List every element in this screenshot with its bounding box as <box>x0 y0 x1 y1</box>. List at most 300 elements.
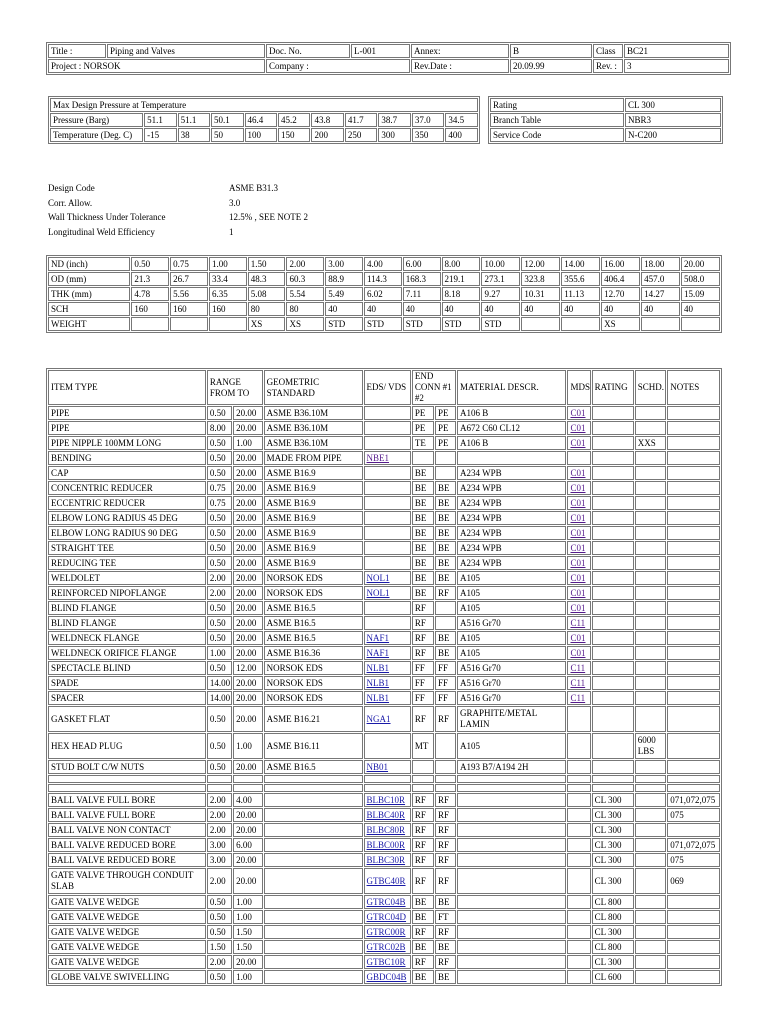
range-from: 0.50 <box>207 910 232 924</box>
schd <box>635 421 667 435</box>
mds <box>567 823 590 837</box>
eds-vds <box>364 526 411 540</box>
temperature-value: 300 <box>378 128 410 142</box>
pressure-value: 34.5 <box>445 113 478 127</box>
eds-vds <box>364 760 411 774</box>
mds <box>567 733 590 759</box>
end-conn-2: PE <box>435 406 456 420</box>
eds-link[interactable]: GBDC04B <box>366 972 407 982</box>
end-conn-1: BE <box>412 970 434 984</box>
sch-value: 40 <box>442 302 481 316</box>
material-descr: A234 WPB <box>457 511 566 525</box>
item-row <box>48 586 720 600</box>
mds <box>567 925 590 939</box>
end-conn-1: FF <box>412 661 434 675</box>
weight-value <box>521 317 560 331</box>
range-from: 0.50 <box>207 556 232 570</box>
item-type: GATE VALVE WEDGE <box>48 955 206 969</box>
item-type: HEX HEAD PLUG <box>48 733 206 759</box>
range-to: 20.00 <box>233 706 262 732</box>
pressure-title: Max Design Pressure at Temperature <box>50 98 478 112</box>
notes <box>667 436 720 450</box>
wall-thickness-value: 12.5% , SEE NOTE 2 <box>229 212 308 222</box>
rev-label: Rev. : <box>593 59 623 73</box>
item-row <box>48 541 720 555</box>
range-from: 14.00 <box>207 676 232 690</box>
mds <box>567 970 590 984</box>
item-row <box>48 466 720 480</box>
range-to: 20.00 <box>233 760 262 774</box>
end-conn-2: BE <box>435 970 456 984</box>
col-notes: NOTES <box>667 370 720 405</box>
eds-link[interactable]: GTRC04D <box>366 912 407 922</box>
thk-value: 5.49 <box>325 287 363 301</box>
mds-link[interactable]: C01 <box>570 483 586 493</box>
end-conn-1: RF <box>412 823 434 837</box>
thk-label: THK (mm) <box>48 287 130 301</box>
end-conn-1: RF <box>412 616 434 630</box>
rev-value: 3 <box>624 59 729 73</box>
material-descr <box>457 940 566 954</box>
end-conn-2: BE <box>435 511 456 525</box>
geometric-standard: NORSOK EDS <box>264 661 363 675</box>
schd <box>635 940 667 954</box>
range-to: 20.00 <box>233 451 262 465</box>
od-value: 48.3 <box>248 272 286 286</box>
item-row <box>48 601 720 615</box>
eds-link[interactable]: BLBC10R <box>366 795 406 805</box>
nd-value: 2.00 <box>286 257 324 271</box>
range-from: 0.50 <box>207 541 232 555</box>
od-value: 168.3 <box>403 272 441 286</box>
divider-cell <box>567 775 590 783</box>
item-row <box>48 616 720 630</box>
mds-link[interactable]: C01 <box>570 528 586 538</box>
notes <box>667 466 720 480</box>
schd <box>635 868 667 894</box>
mds <box>567 481 590 495</box>
temperature-value: 250 <box>345 128 377 142</box>
weight-value <box>641 317 680 331</box>
eds-link[interactable]: BLBC40R <box>366 810 406 820</box>
mds-link[interactable]: C01 <box>570 498 586 508</box>
material-descr: A105 <box>457 733 566 759</box>
notes <box>667 925 720 939</box>
geometric-standard: NORSOK EDS <box>264 676 363 690</box>
mds-link[interactable]: C01 <box>570 438 586 448</box>
temperature-value: 100 <box>245 128 277 142</box>
end-conn-2: RF <box>435 853 456 867</box>
sch-value: 40 <box>601 302 640 316</box>
mds <box>567 616 590 630</box>
schd <box>635 691 667 705</box>
item-type: PIPE <box>48 406 206 420</box>
notes <box>667 541 720 555</box>
weight-value <box>209 317 247 331</box>
sch-value: 40 <box>364 302 402 316</box>
notes <box>667 511 720 525</box>
geometric-standard: ASME B16.5 <box>264 631 363 645</box>
divider-cell <box>48 775 206 783</box>
eds-link[interactable]: NLB1 <box>366 693 390 703</box>
rating-value: CL 300 <box>625 98 721 112</box>
end-conn-1: BE <box>412 910 434 924</box>
item-type: SPECTACLE BLIND <box>48 661 206 675</box>
range-from: 0.50 <box>207 451 232 465</box>
range-from: 0.75 <box>207 481 232 495</box>
item-type: ELBOW LONG RADIUS 45 DEG <box>48 511 206 525</box>
valve-row <box>48 823 720 837</box>
eds-vds <box>364 586 411 600</box>
schd <box>635 406 667 420</box>
schd <box>635 526 667 540</box>
end-conn-2 <box>435 601 456 615</box>
end-conn-2: FF <box>435 661 456 675</box>
end-conn-1: RF <box>412 955 434 969</box>
schd <box>635 970 667 984</box>
end-conn-1: RF <box>412 925 434 939</box>
mds-link[interactable]: C01 <box>570 408 586 418</box>
eds-link[interactable]: GTRC00R <box>366 927 406 937</box>
service-label: Service Code <box>490 128 624 142</box>
branch-label: Branch Table <box>490 113 624 127</box>
eds-vds <box>364 838 411 852</box>
eds-vds <box>364 868 411 894</box>
range-to: 20.00 <box>233 526 262 540</box>
item-row <box>48 661 720 675</box>
nd-value: 1.00 <box>209 257 247 271</box>
notes <box>667 661 720 675</box>
notes <box>667 895 720 909</box>
range-to: 20.00 <box>233 868 262 894</box>
end-conn-2: PE <box>435 436 456 450</box>
eds-vds <box>364 706 411 732</box>
notes <box>667 451 720 465</box>
eds-link[interactable]: BLBC30R <box>366 855 406 865</box>
end-conn-1: RF <box>412 808 434 822</box>
mds <box>567 541 590 555</box>
mds-link[interactable]: C01 <box>570 633 586 643</box>
doc-value: L-001 <box>351 44 410 58</box>
eds-link[interactable]: GTRC02B <box>366 942 406 952</box>
eds-link[interactable]: GTBC40R <box>366 875 406 886</box>
mds-link[interactable]: C11 <box>570 678 586 688</box>
end-conn-1: RF <box>412 793 434 807</box>
end-conn-2: BE <box>435 496 456 510</box>
eds-vds <box>364 910 411 924</box>
item-row <box>48 676 720 690</box>
range-to: 20.00 <box>233 808 262 822</box>
end-conn-2: BE <box>435 940 456 954</box>
company-label: Company : <box>266 59 410 73</box>
geometric-standard: ASME B16.9 <box>264 496 363 510</box>
eds-link[interactable]: GTRC04B <box>366 897 406 907</box>
mds-link[interactable]: C01 <box>570 513 586 523</box>
eds-link[interactable]: NOL1 <box>366 573 390 583</box>
pressure-value: 50.1 <box>211 113 243 127</box>
geometric-standard: ASME B16.36 <box>264 646 363 660</box>
eds-link[interactable]: NLB1 <box>366 663 390 673</box>
range-from: 2.00 <box>207 955 232 969</box>
material-descr <box>457 868 566 894</box>
nd-value: 8.00 <box>442 257 481 271</box>
item-row <box>48 526 720 540</box>
thk-value: 14.27 <box>641 287 680 301</box>
od-value: 21.3 <box>131 272 169 286</box>
rating <box>592 691 634 705</box>
end-conn-2: RF <box>435 838 456 852</box>
range-to: 4.00 <box>233 793 262 807</box>
range-to: 1.00 <box>233 910 262 924</box>
material-descr: A516 Gr70 <box>457 676 566 690</box>
material-descr: A516 Gr70 <box>457 616 566 630</box>
material-descr <box>457 853 566 867</box>
end-conn-2: RF <box>435 955 456 969</box>
rating <box>592 511 634 525</box>
material-descr <box>457 955 566 969</box>
annex-value: B <box>510 44 592 58</box>
material-descr: A105 <box>457 631 566 645</box>
item-row <box>48 760 720 774</box>
mds-link[interactable]: C01 <box>570 423 586 433</box>
nd-value: 10.00 <box>481 257 520 271</box>
weight-value <box>131 317 169 331</box>
weld-efficiency-label: Longitudinal Weld Efficiency <box>48 226 155 237</box>
range-from: 1.50 <box>207 940 232 954</box>
range-from: 0.50 <box>207 970 232 984</box>
range-to: 20.00 <box>233 406 262 420</box>
geometric-standard: ASME B36.10M <box>264 421 363 435</box>
geometric-standard: ASME B16.9 <box>264 511 363 525</box>
end-conn-1: RF <box>412 646 434 660</box>
rating <box>592 451 634 465</box>
range-from: 0.50 <box>207 616 232 630</box>
range-from: 2.00 <box>207 586 232 600</box>
rating <box>592 436 634 450</box>
thk-value: 11.13 <box>561 287 600 301</box>
end-conn-2: PE <box>435 421 456 435</box>
divider-cell <box>207 784 232 792</box>
range-from: 0.50 <box>207 526 232 540</box>
od-value: 323.8 <box>521 272 560 286</box>
range-to: 20.00 <box>233 466 262 480</box>
end-conn-2: FF <box>435 691 456 705</box>
end-conn-1 <box>412 451 434 465</box>
nd-value: 6.00 <box>403 257 441 271</box>
geometric-standard <box>264 838 363 852</box>
item-row <box>48 706 720 732</box>
thk-value: 7.11 <box>403 287 441 301</box>
mds-link[interactable]: C11 <box>570 663 586 673</box>
col-schd: SCHD. <box>635 370 667 405</box>
eds-link[interactable]: BLBC80R <box>366 825 406 835</box>
geometric-standard <box>264 793 363 807</box>
item-type: GLOBE VALVE SWIVELLING <box>48 970 206 984</box>
eds-link[interactable]: BLBC00R <box>366 840 406 850</box>
thk-value: 6.02 <box>364 287 402 301</box>
eds-vds <box>364 421 411 435</box>
schd <box>635 661 667 675</box>
mds-link[interactable]: C01 <box>570 648 586 658</box>
end-conn-1: BE <box>412 526 434 540</box>
eds-vds <box>364 808 411 822</box>
eds-vds <box>364 496 411 510</box>
revdate-value: 20.09.99 <box>510 59 592 73</box>
col-geometric-standard: GEOMETRIC STANDARD <box>264 370 363 405</box>
material-descr: A234 WPB <box>457 466 566 480</box>
nd-value: 14.00 <box>561 257 600 271</box>
eds-link[interactable]: NBE1 <box>366 453 390 463</box>
eds-link[interactable]: NGA1 <box>366 713 391 724</box>
eds-vds <box>364 895 411 909</box>
geometric-standard <box>264 970 363 984</box>
mds <box>567 451 590 465</box>
item-row <box>48 691 720 705</box>
item-row <box>48 406 720 420</box>
sch-value: 40 <box>561 302 600 316</box>
schd <box>635 925 667 939</box>
mds-link[interactable]: C11 <box>570 693 586 703</box>
end-conn-2: FF <box>435 676 456 690</box>
service-value: N-C200 <box>625 128 721 142</box>
range-to: 20.00 <box>233 586 262 600</box>
sch-value: 160 <box>209 302 247 316</box>
item-type: BALL VALVE NON CONTACT <box>48 823 206 837</box>
temperature-value: -15 <box>144 128 176 142</box>
weight-value: STD <box>403 317 441 331</box>
rating: CL 300 <box>592 868 634 894</box>
item-row <box>48 571 720 585</box>
od-value: 33.4 <box>209 272 247 286</box>
valve-row <box>48 808 720 822</box>
range-to: 20.00 <box>233 601 262 615</box>
temperature-value: 400 <box>445 128 478 142</box>
mds-link[interactable]: C11 <box>570 618 586 628</box>
divider-cell <box>435 775 456 783</box>
mds <box>567 895 590 909</box>
mds-link[interactable]: C01 <box>570 468 586 478</box>
nd-value: 0.75 <box>170 257 208 271</box>
rating <box>592 526 634 540</box>
eds-vds <box>364 511 411 525</box>
end-conn-1: BE <box>412 511 434 525</box>
notes <box>667 676 720 690</box>
end-conn-2: BE <box>435 481 456 495</box>
item-type: WELDNECK ORIFICE FLANGE <box>48 646 206 660</box>
range-to: 20.00 <box>233 631 262 645</box>
items-table <box>46 368 722 986</box>
mds-link[interactable]: C01 <box>570 603 586 613</box>
divider-cell <box>667 775 720 783</box>
rating <box>592 571 634 585</box>
eds-link[interactable]: NB01 <box>366 762 389 772</box>
notes: 075 <box>667 853 720 867</box>
rating <box>592 466 634 480</box>
valve-row <box>48 853 720 867</box>
temperature-value: 200 <box>311 128 343 142</box>
end-conn-2: RF <box>435 823 456 837</box>
item-row <box>48 556 720 570</box>
pressure-label: Pressure (Barg) <box>50 113 143 127</box>
temperature-label: Temperature (Deg. C) <box>50 128 143 142</box>
eds-link[interactable]: NLB1 <box>366 678 390 688</box>
range-to: 20.00 <box>233 853 262 867</box>
rating: CL 600 <box>592 970 634 984</box>
eds-vds <box>364 970 411 984</box>
range-from: 0.50 <box>207 466 232 480</box>
geometric-standard <box>264 808 363 822</box>
mds-link[interactable]: C01 <box>570 558 586 568</box>
nd-value: 20.00 <box>681 257 720 271</box>
end-conn-1: TE <box>412 436 434 450</box>
end-conn-1: MT <box>412 733 434 759</box>
geometric-standard: ASME B16.9 <box>264 541 363 555</box>
schd <box>635 706 667 732</box>
range-from: 0.50 <box>207 601 232 615</box>
material-descr <box>457 895 566 909</box>
eds-link[interactable]: NAF1 <box>366 633 390 643</box>
divider-cell <box>48 784 206 792</box>
item-type: GASKET FLAT <box>48 706 206 732</box>
schd <box>635 955 667 969</box>
thk-value: 15.09 <box>681 287 720 301</box>
range-from: 2.00 <box>207 868 232 894</box>
end-conn-1: BE <box>412 466 434 480</box>
range-from: 3.00 <box>207 853 232 867</box>
range-from: 14.00 <box>207 691 232 705</box>
mds-link[interactable]: C01 <box>570 573 586 583</box>
notes <box>667 631 720 645</box>
rating <box>592 406 634 420</box>
item-type: BALL VALVE FULL BORE <box>48 793 206 807</box>
rating: CL 300 <box>592 853 634 867</box>
mds <box>567 631 590 645</box>
eds-link[interactable]: GTBC10R <box>366 957 406 967</box>
col-range: RANGE FROM TO <box>207 370 263 405</box>
end-conn-1: RF <box>412 853 434 867</box>
range-from: 0.50 <box>207 733 232 759</box>
end-conn-2: BE <box>435 631 456 645</box>
item-type: BENDING <box>48 451 206 465</box>
mds-link[interactable]: C01 <box>570 543 586 553</box>
mds <box>567 511 590 525</box>
end-conn-1: RF <box>412 838 434 852</box>
schd: 6000 LBS <box>635 733 667 759</box>
geometric-standard <box>264 910 363 924</box>
eds-vds <box>364 571 411 585</box>
schd <box>635 760 667 774</box>
valve-row <box>48 970 720 984</box>
temperature-value: 350 <box>412 128 444 142</box>
mds-link[interactable]: C01 <box>570 588 586 598</box>
header-table <box>46 42 731 75</box>
eds-vds <box>364 823 411 837</box>
rating: CL 300 <box>592 925 634 939</box>
rating-table <box>488 96 723 144</box>
end-conn-1: FF <box>412 691 434 705</box>
end-conn-2 <box>435 616 456 630</box>
schd <box>635 556 667 570</box>
od-label: OD (mm) <box>48 272 130 286</box>
eds-vds <box>364 646 411 660</box>
notes: 071,072,075 <box>667 838 720 852</box>
geometric-standard <box>264 955 363 969</box>
schd <box>635 838 667 852</box>
eds-link[interactable]: NAF1 <box>366 648 390 658</box>
eds-vds <box>364 541 411 555</box>
range-from: 2.00 <box>207 793 232 807</box>
eds-link[interactable]: NOL1 <box>366 588 390 598</box>
